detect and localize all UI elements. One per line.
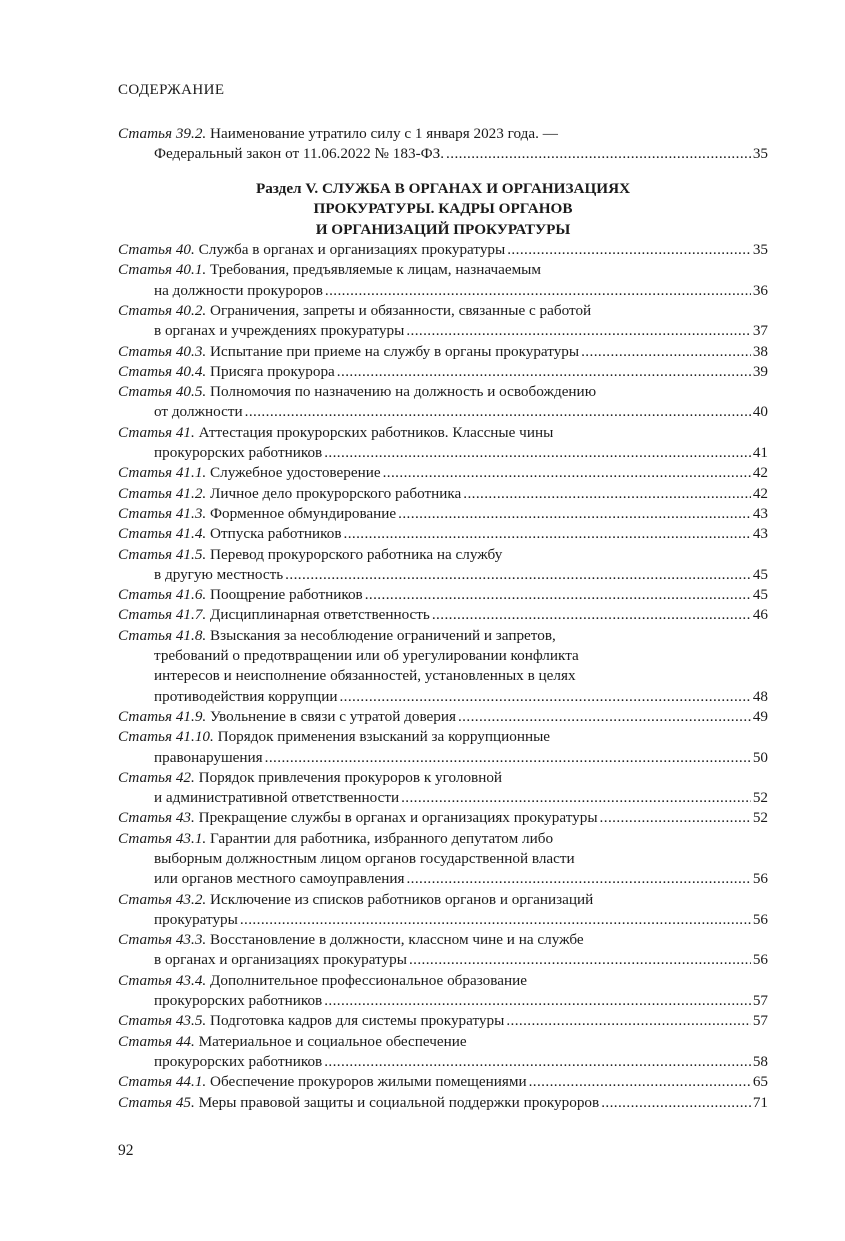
dot-leader — [463, 484, 751, 504]
toc-entry-line — [118, 585, 768, 605]
article-title-line: Федеральный закон от 11.06.2022 № 183-ФЗ. — [154, 145, 445, 163]
toc-entry — [118, 1011, 768, 1031]
dot-leader — [398, 504, 751, 524]
toc-entry — [118, 260, 768, 301]
toc-entry-line — [118, 646, 768, 666]
toc-entry-line — [118, 362, 768, 382]
article-title-line: Форменное обмундирование — [210, 504, 397, 522]
article-title-line: прокуратуры — [154, 910, 238, 928]
dot-leader — [324, 443, 751, 463]
article-title-line: и административной ответственности — [154, 789, 400, 807]
toc-entry — [118, 342, 768, 362]
toc-entry-line — [118, 144, 768, 164]
page-number: 92 — [118, 1142, 134, 1159]
page-ref: 45 — [752, 565, 768, 583]
toc-entry — [118, 463, 768, 483]
article-title-line: Взыскания за несоблюдение ограничений и запретов, — [210, 626, 556, 644]
article-title-line: выборным должностным лицом органов государственной власти — [154, 850, 575, 867]
article-label: Статья 41.8. — [118, 626, 207, 644]
toc-entry-line — [118, 971, 768, 991]
article-title-line: Поощрение работников — [210, 586, 363, 604]
article-label: Статья 41. — [118, 423, 195, 441]
page-ref: 58 — [752, 1052, 768, 1070]
page-ref: 41 — [752, 444, 768, 462]
dot-leader — [265, 748, 751, 768]
article-title-line: Наименование утратило силу с 1 января 2023 года. — — [210, 125, 558, 142]
toc-entry-line — [118, 321, 768, 341]
toc-entry-line — [118, 504, 768, 524]
toc-entry-line — [118, 950, 768, 970]
toc-entry — [118, 301, 768, 342]
article-label: Статья 42. — [118, 768, 195, 786]
page-ref: 36 — [752, 281, 768, 299]
page-ref: 38 — [752, 342, 768, 360]
toc-entry-line — [118, 240, 768, 260]
toc-entry-line — [118, 260, 768, 280]
article-title-line: Гарантии для работника, избранного депутатом либо — [210, 829, 554, 847]
article-title-line: прокурорских работников — [154, 992, 323, 1010]
toc-entry — [118, 545, 768, 586]
article-title-line: Меры правовой защиты и социальной поддержки прокуроров — [198, 1093, 600, 1111]
toc-entry-line — [118, 1052, 768, 1072]
toc-entry-line — [118, 402, 768, 422]
dot-leader — [406, 321, 751, 341]
dot-leader — [432, 605, 751, 625]
article-title-line: прокурорских работников — [154, 444, 323, 462]
dot-leader — [506, 1011, 751, 1031]
article-title-line: в органах и организациях прокуратуры — [154, 951, 407, 969]
article-label: Статья 40. — [118, 241, 195, 259]
toc-entry-line — [118, 301, 768, 321]
dot-leader — [601, 1093, 751, 1113]
article-title-line: прокурорских работников — [154, 1052, 323, 1070]
toc-entry-line — [118, 281, 768, 301]
article-label: Статья 40.3. — [118, 342, 207, 360]
dot-leader — [285, 565, 751, 585]
article-title-line: Порядок привлечения прокуроров к уголовной — [198, 768, 503, 786]
toc-entry — [118, 382, 768, 423]
article-title-line: Восстановление в должности, классном чине и на службе — [210, 931, 584, 949]
article-label: Статья 43.5. — [118, 1012, 207, 1030]
page-ref: 56 — [752, 870, 768, 888]
article-label: Статья 43.1. — [118, 829, 207, 847]
article-title-line: Прекращение службы в органах и организациях прокуратуры — [198, 809, 598, 827]
article-title-line: Ограничения, запреты и обязанности, связанные с работой — [210, 301, 592, 319]
article-title-line: или органов местного самоуправления — [154, 870, 405, 888]
article-title-line: Материальное и социальное обеспечение — [198, 1032, 467, 1050]
article-label: Статья 41.3. — [118, 504, 207, 522]
dot-leader — [383, 463, 751, 483]
toc-entry-line — [118, 666, 768, 686]
toc-entry-line — [118, 423, 768, 443]
article-title-line: Требования, предъявляемые к лицам, назначаемым — [210, 261, 542, 279]
page-ref: 71 — [752, 1093, 768, 1111]
article-title-line: Исключение из списков работников органов и организаций — [210, 890, 594, 908]
toc-entry — [118, 484, 768, 504]
dot-leader — [324, 991, 751, 1011]
toc-entry-line — [118, 124, 768, 144]
article-title-line: Подготовка кадров для системы прокуратуры — [210, 1012, 505, 1030]
article-label: Статья 44. — [118, 1032, 195, 1050]
article-title-line: противодействия коррупции — [154, 687, 338, 705]
article-title-line: Дисциплинарная ответственность — [210, 606, 430, 624]
article-title-line: Увольнение в связи с утратой доверия — [210, 707, 456, 725]
dot-leader — [324, 1052, 751, 1072]
dot-leader — [337, 362, 751, 382]
page-ref: 35 — [752, 241, 768, 259]
page-ref: 49 — [752, 707, 768, 725]
toc-entry-line — [118, 829, 768, 849]
toc-entry — [118, 585, 768, 605]
toc-entry-line — [118, 869, 768, 889]
toc-entry — [118, 727, 768, 768]
article-label: Статья 45. — [118, 1093, 195, 1111]
toc-entry — [118, 626, 768, 707]
page-ref: 43 — [752, 504, 768, 522]
toc-entry — [118, 423, 768, 464]
toc-entry-line — [118, 342, 768, 362]
article-title-line: Перевод прокурорского работника на службу — [210, 545, 503, 563]
dot-leader — [581, 342, 751, 362]
page-ref: 42 — [752, 484, 768, 502]
article-label: Статья 44.1. — [118, 1073, 207, 1091]
dot-leader — [325, 281, 751, 301]
dot-leader — [409, 950, 751, 970]
page-ref: 45 — [752, 586, 768, 604]
toc-entry — [118, 124, 768, 165]
article-label: Статья 41.6. — [118, 586, 207, 604]
article-title-line: требований о предотвращении или об урегулировании конфликта — [154, 647, 579, 665]
article-title-line: в органах и учреждениях прокуратуры — [154, 322, 405, 340]
page-ref: 39 — [752, 362, 768, 380]
dot-leader — [446, 144, 751, 164]
article-title-line: в другую местность — [154, 565, 284, 583]
article-label: Статья 41.5. — [118, 545, 207, 563]
toc-entry-line — [118, 727, 768, 747]
article-title-line: Порядок применения взысканий за коррупционные — [217, 728, 551, 746]
toc-entry-line — [118, 748, 768, 768]
toc-entry-line — [118, 463, 768, 483]
dot-leader — [458, 707, 751, 727]
page-ref: 50 — [752, 748, 768, 766]
article-label: Статья 40.5. — [118, 383, 207, 401]
page-ref: 56 — [752, 951, 768, 969]
section-heading — [118, 165, 768, 241]
article-title-line: от должности — [154, 403, 243, 421]
section-heading-line: И ОРГАНИЗАЦИЙ ПРОКУРАТУРЫ — [315, 220, 571, 238]
section-heading-line: ПРОКУРАТУРЫ. КАДРЫ ОРГАНОВ — [313, 200, 573, 218]
dot-leader — [401, 788, 751, 808]
page-ref: 43 — [752, 525, 768, 543]
article-label: Статья 40.1. — [118, 261, 207, 279]
toc-entry-line — [118, 484, 768, 504]
toc-entry-line — [118, 1032, 768, 1052]
page-ref: 57 — [752, 1012, 768, 1030]
toc-entry — [118, 1072, 768, 1092]
article-title-line: Служебное удостоверение — [210, 464, 381, 482]
dot-leader — [507, 240, 751, 260]
section-heading-line: Раздел V. СЛУЖБА В ОРГАНАХ И ОРГАНИЗАЦИЯХ — [255, 179, 631, 197]
article-label: Статья 41.10. — [118, 728, 214, 746]
page-ref: 42 — [752, 464, 768, 482]
toc-entry-line — [118, 707, 768, 727]
toc-entry-line — [118, 768, 768, 788]
toc-entry-line — [118, 849, 768, 869]
dot-leader — [344, 524, 751, 544]
toc-entry — [118, 362, 768, 382]
toc-entry — [118, 768, 768, 809]
article-title-line: Испытание при приеме на службу в органы прокуратуры — [210, 342, 580, 360]
toc-entry — [118, 1032, 768, 1073]
article-label: Статья 43. — [118, 809, 195, 827]
dot-leader — [406, 869, 750, 889]
page-ref: 65 — [752, 1073, 768, 1091]
article-label: Статья 43.2. — [118, 890, 207, 908]
article-title-line: Личное дело прокурорского работника — [210, 484, 462, 502]
article-title-line: Обеспечение прокуроров жилыми помещениями — [210, 1073, 527, 1091]
toc-entry — [118, 524, 768, 544]
toc-entry — [118, 808, 768, 828]
toc-entry-line — [118, 524, 768, 544]
toc-entry — [118, 504, 768, 524]
article-title-line: Полномочия по назначению на должность и освобождению — [210, 383, 597, 401]
toc-entry — [118, 240, 768, 260]
page-ref: 57 — [752, 992, 768, 1010]
page-ref: 52 — [752, 789, 768, 807]
article-label: Статья 41.4. — [118, 525, 207, 543]
toc-entry — [118, 605, 768, 625]
article-label: Статья 40.2. — [118, 301, 207, 319]
dot-leader — [339, 687, 750, 707]
toc-entry — [118, 890, 768, 931]
table-of-contents — [118, 124, 768, 1113]
toc-entry — [118, 1093, 768, 1113]
page-ref: 37 — [752, 322, 768, 340]
article-label: Статья 39.2. — [118, 125, 207, 142]
article-title-line: правонарушения — [154, 748, 263, 766]
article-title-line: Служба в органах и организациях прокуратуры — [198, 241, 506, 259]
article-title-line: на должности прокуроров — [154, 281, 323, 299]
article-title-line: Присяга прокурора — [210, 362, 335, 380]
toc-entry-line — [118, 890, 768, 910]
article-label: Статья 41.2. — [118, 484, 207, 502]
toc-entry-line — [118, 605, 768, 625]
dot-leader — [365, 585, 751, 605]
page-ref: 56 — [752, 910, 768, 928]
toc-entry-line — [118, 991, 768, 1011]
toc-entry-line — [118, 910, 768, 930]
article-label: Статья 43.3. — [118, 931, 207, 949]
dot-leader — [240, 910, 751, 930]
article-title-line: Аттестация прокурорских работников. Классные чины — [198, 423, 554, 441]
toc-entry — [118, 930, 768, 971]
article-label: Статья 41.7. — [118, 606, 207, 624]
article-label: Статья 41.1. — [118, 464, 207, 482]
toc-entry — [118, 971, 768, 1012]
toc-entry-line — [118, 1072, 768, 1092]
toc-entry — [118, 707, 768, 727]
article-title-line: Отпуска работников — [210, 525, 342, 543]
toc-entry-line — [118, 382, 768, 402]
toc-entry-line — [118, 687, 768, 707]
article-title-line: Дополнительное профессиональное образование — [210, 971, 527, 989]
page-ref: 35 — [752, 145, 768, 163]
running-header: СОДЕРЖАНИЕ — [118, 82, 225, 98]
toc-entry-line — [118, 443, 768, 463]
toc-entry-line — [118, 545, 768, 565]
toc-entry-line — [118, 788, 768, 808]
dot-leader — [245, 402, 751, 422]
dot-leader — [600, 808, 751, 828]
dot-leader — [529, 1072, 751, 1092]
article-label: Статья 41.9. — [118, 707, 207, 725]
toc-entry-line — [118, 626, 768, 646]
page-ref: 46 — [752, 606, 768, 624]
toc-entry — [118, 829, 768, 890]
toc-entry-line — [118, 930, 768, 950]
page-ref: 48 — [752, 687, 768, 705]
page-ref: 40 — [752, 403, 768, 421]
page-ref: 52 — [752, 809, 768, 827]
article-title-line: интересов и неисполнение обязанностей, установленных в целях — [154, 667, 576, 685]
toc-entry-line — [118, 565, 768, 585]
toc-entry-line — [118, 1093, 768, 1113]
toc-entry-line — [118, 808, 768, 828]
article-label: Статья 43.4. — [118, 971, 207, 989]
toc-entry-line — [118, 1011, 768, 1031]
article-label: Статья 40.4. — [118, 362, 207, 380]
